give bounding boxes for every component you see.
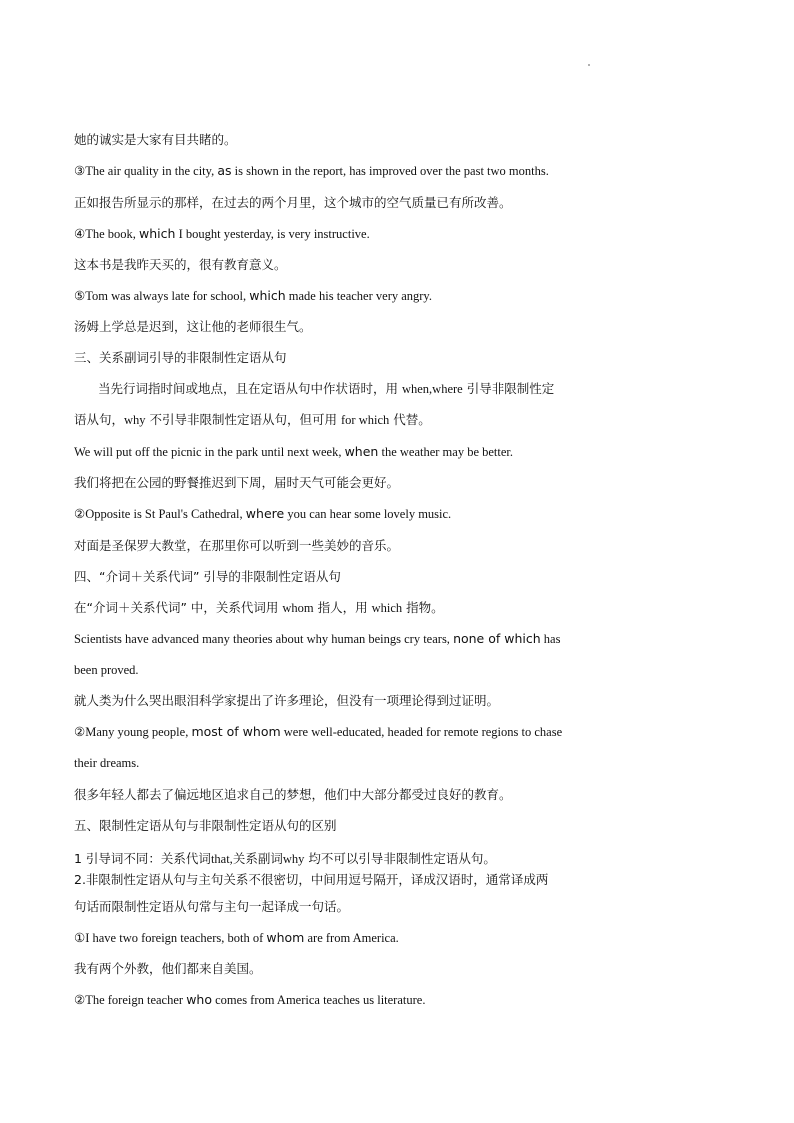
- text-line: [74, 225, 370, 243]
- text-line: [74, 630, 560, 648]
- text-line: [74, 537, 399, 555]
- text-segment: 语从句，: [74, 412, 125, 427]
- text-line: [74, 991, 425, 1009]
- text-line: [74, 786, 512, 804]
- page-mark: [588, 64, 590, 66]
- keyword-text: most of whom: [191, 724, 281, 739]
- text-segment: ②Many young people,: [74, 725, 192, 739]
- text-segment: you can hear some lovely music.: [284, 507, 452, 521]
- text-segment: the weather may be better.: [378, 445, 514, 459]
- text-segment: made his teacher very angry.: [285, 289, 433, 303]
- keyword-text: whom: [266, 930, 305, 945]
- text-segment: 引导非限制性定: [462, 381, 555, 396]
- text-segment: Scientists have advanced many theories about why human beings cry tears,: [74, 632, 454, 646]
- text-line: [74, 443, 513, 461]
- keyword-text: when: [344, 444, 379, 459]
- text-line: [74, 411, 431, 429]
- text-line: [74, 871, 548, 889]
- text-line: [74, 599, 444, 617]
- text-line: [74, 692, 499, 710]
- text-segment: 就人类为什么哭出眼泪科学家提出了许多理论，但没有一项理论得到过证明。: [74, 693, 500, 708]
- text-segment: 不引导非限制性定语从句，但可用: [145, 412, 341, 427]
- section-heading: [74, 349, 287, 367]
- text-line: [74, 131, 237, 149]
- text-segment: 汤姆上学总是迟到，这让他的老师很生气。: [74, 319, 312, 334]
- text-segment: been proved.: [74, 663, 139, 677]
- text-line: [74, 929, 399, 947]
- keyword-text: who: [186, 992, 212, 1007]
- text-segment: 指人，用: [313, 600, 372, 615]
- text-segment: 均不可以引导非限制性定语从句。: [304, 851, 496, 866]
- text-segment: ②Opposite is St Paul's Cathedral,: [74, 507, 246, 521]
- text-segment: 代替。: [389, 412, 431, 427]
- text-line: [74, 162, 549, 180]
- section-heading: [74, 817, 337, 835]
- keyword-text: where: [245, 506, 285, 521]
- text-segment: 在“介词＋关系代词” 中，关系代词用: [74, 600, 283, 615]
- text-segment: 我们将把在公园的野餐推迟到下周，届时天气可能会更好。: [74, 475, 400, 490]
- text-segment: 五、限制性定语从句与非限制性定语从句的区别: [74, 818, 337, 833]
- text-segment: their dreams.: [74, 756, 140, 770]
- text-segment: I bought yesterday, is very instructive.: [175, 227, 370, 241]
- text-segment: 四、“介词＋关系代词” 引导的非限制性定语从句: [74, 569, 341, 584]
- text-segment: 指物。: [402, 600, 444, 615]
- text-line: [74, 850, 496, 868]
- text-segment: 我有两个外教，他们都来自美国。: [74, 961, 262, 976]
- text-segment: 对面是圣保罗大教堂，在那里你可以听到一些美妙的音乐。: [74, 538, 400, 553]
- text-segment: when,where: [401, 382, 463, 396]
- text-line: [74, 287, 432, 305]
- text-segment: were well-educated, headed for remote regions to chase: [280, 725, 563, 739]
- text-line: [74, 318, 312, 336]
- text-segment: 关系副词: [232, 851, 283, 866]
- text-line: [74, 256, 287, 274]
- text-segment: 句话而限制性定语从句常与主句一起译成一句话。: [74, 899, 350, 914]
- text-line: [74, 754, 139, 772]
- text-line: [98, 380, 554, 398]
- keyword-text: as: [217, 163, 232, 178]
- text-segment: 三、关系副词引导的非限制性定语从句: [74, 350, 287, 365]
- text-segment: is shown in the report, has improved over the past two months.: [231, 164, 549, 178]
- text-segment: has: [540, 632, 561, 646]
- text-segment: which: [371, 601, 403, 615]
- text-segment: 2.非限制性定语从句与主句关系不很密切，中间用逗号隔开，译成汉语时，通常译成两: [74, 872, 549, 887]
- text-segment: ②The foreign teacher: [74, 993, 187, 1007]
- text-segment: ⑤Tom was always late for school,: [74, 289, 250, 303]
- text-segment: are from America.: [304, 931, 399, 945]
- text-line: [74, 898, 349, 916]
- text-line: [74, 723, 562, 741]
- text-segment: 1 引导词不同：关系代词: [74, 851, 211, 866]
- text-segment: ③The air quality in the city,: [74, 164, 218, 178]
- keyword-text: which: [249, 288, 286, 303]
- text-line: [74, 960, 262, 978]
- text-line: [74, 505, 451, 523]
- text-segment: We will put off the picnic in the park until next week,: [74, 445, 345, 459]
- text-segment: comes from America teaches us literature.: [212, 993, 426, 1007]
- text-segment: ④The book,: [74, 227, 140, 241]
- section-heading: [74, 568, 341, 586]
- keyword-text: which: [139, 226, 176, 241]
- text-segment: 当先行词指时间或地点，且在定语从句中作状语时，用: [98, 381, 402, 396]
- text-segment: 她的诚实是大家有目共睹的。: [74, 132, 237, 147]
- text-segment: 正如报告所显示的那样，在过去的两个月里，这个城市的空气质量已有所改善。: [74, 195, 512, 210]
- text-segment: 很多年轻人都去了偏远地区追求自己的梦想，他们中大部分都受过良好的教育。: [74, 787, 512, 802]
- text-segment: that,: [210, 852, 233, 866]
- text-segment: 这本书是我昨天买的，很有教育意义。: [74, 257, 287, 272]
- text-line: [74, 661, 139, 679]
- text-segment: why: [124, 413, 146, 427]
- text-segment: ①I have two foreign teachers, both of: [74, 931, 267, 945]
- text-segment: for which: [341, 413, 390, 427]
- text-segment: whom: [282, 601, 314, 615]
- text-segment: why: [282, 852, 305, 866]
- keyword-text: none of which: [453, 631, 541, 646]
- text-line: [74, 194, 512, 212]
- text-line: [74, 474, 399, 492]
